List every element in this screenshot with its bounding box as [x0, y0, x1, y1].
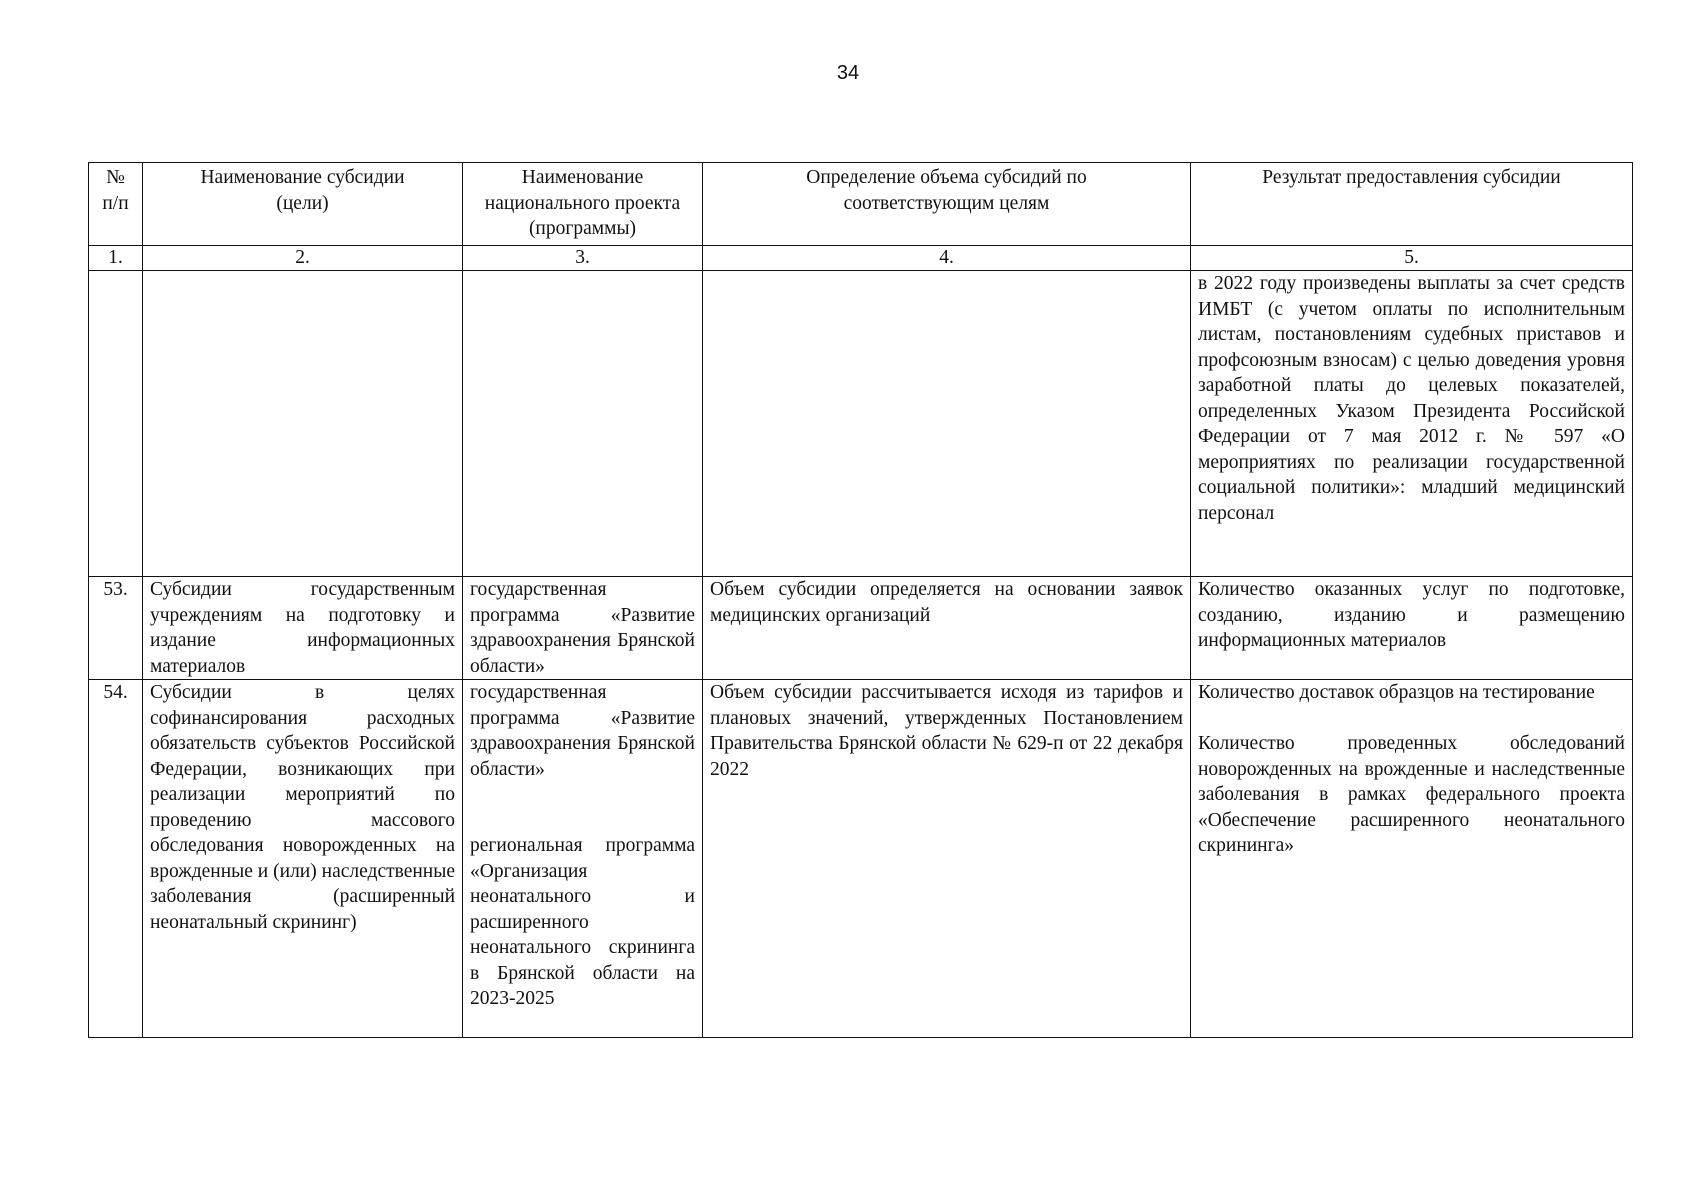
column-number: 2. — [143, 246, 463, 271]
table-row — [89, 577, 1633, 680]
project-name: государственная программа «Развитие здравоохранения Брянской области» — [463, 577, 703, 680]
spacer — [470, 808, 695, 834]
row-number — [89, 271, 143, 577]
row-number: 54. — [89, 680, 143, 1038]
spacer — [1198, 706, 1625, 732]
result-primary: Количество доставок образцов на тестирование — [1198, 682, 1595, 703]
header-project-name: Наименование национального проекта (программы) — [463, 163, 703, 246]
table-row — [89, 680, 1633, 1038]
subsidy-name: Субсидии в целях софинансирования расходных обязательств субъектов Российской Федерации, возникающих при реализации мероприятий по проведению массового обследования новорожденных на врожденные и (или) наследственные заболевания (расширенный неонатальный скрининг) — [143, 680, 463, 1038]
subsidy-result: в 2022 году произведены выплаты за счет средств ИМБТ (с учетом оплаты по исполнительным листам, постановлениям судебных приставов и профсоюзным взносам) с целью доведения уровня заработной платы до целевых показателей, определенных Указом Президента Российской Федерации от 7 мая 2012 г. № 597 «О мероприятиях по реализации государственной социальной политики»: младший медицинский персонал — [1191, 271, 1633, 577]
volume-definition: Объем субсидии рассчитывается исходя из тарифов и плановых значений, утвержденных Постановлением Правительства Брянской области № 629-п от 22 декабря 2022 — [703, 680, 1191, 1038]
column-number: 1. — [89, 246, 143, 271]
volume-definition — [703, 271, 1191, 577]
row-number: 53. — [89, 577, 143, 680]
header-subsidy-name: Наименование субсидии (цели) — [143, 163, 463, 246]
subsidy-name: Субсидии государственным учреждениям на подготовку и издание информационных материалов — [143, 577, 463, 680]
project-name — [463, 680, 703, 1038]
subsidy-result — [1191, 680, 1633, 1038]
header-volume-definition: Определение объема субсидий по соответствующим целям — [703, 163, 1191, 246]
page-number: 34 — [836, 62, 860, 84]
project-name — [463, 271, 703, 577]
header-number: № п/п — [89, 163, 143, 246]
header-result: Результат предоставления субсидии — [1191, 163, 1633, 246]
table-row — [89, 271, 1633, 577]
spacer — [470, 782, 695, 808]
project-name-regional: региональная программа «Организация неонатального и расширенного неонатального скрининга в Брянской области на 2023-2025 — [470, 835, 695, 1009]
column-number: 3. — [463, 246, 703, 271]
column-number-row — [89, 246, 1633, 271]
column-number: 4. — [703, 246, 1191, 271]
volume-definition: Объем субсидии определяется на основании заявок медицинских организаций — [703, 577, 1191, 680]
column-number: 5. — [1191, 246, 1633, 271]
project-name-primary: государственная программа «Развитие здравоохранения Брянской области» — [470, 682, 695, 780]
subsidy-table — [88, 162, 1633, 1038]
table-header-row — [89, 163, 1633, 246]
subsidy-name — [143, 271, 463, 577]
subsidy-result: Количество оказанных услуг по подготовке, созданию, изданию и размещению информационных материалов — [1191, 577, 1633, 680]
result-secondary: Количество проведенных обследований новорожденных на врожденные и наследственные заболевания в рамках федерального проекта «Обеспечение расширенного неонатального скрининга» — [1198, 733, 1625, 856]
